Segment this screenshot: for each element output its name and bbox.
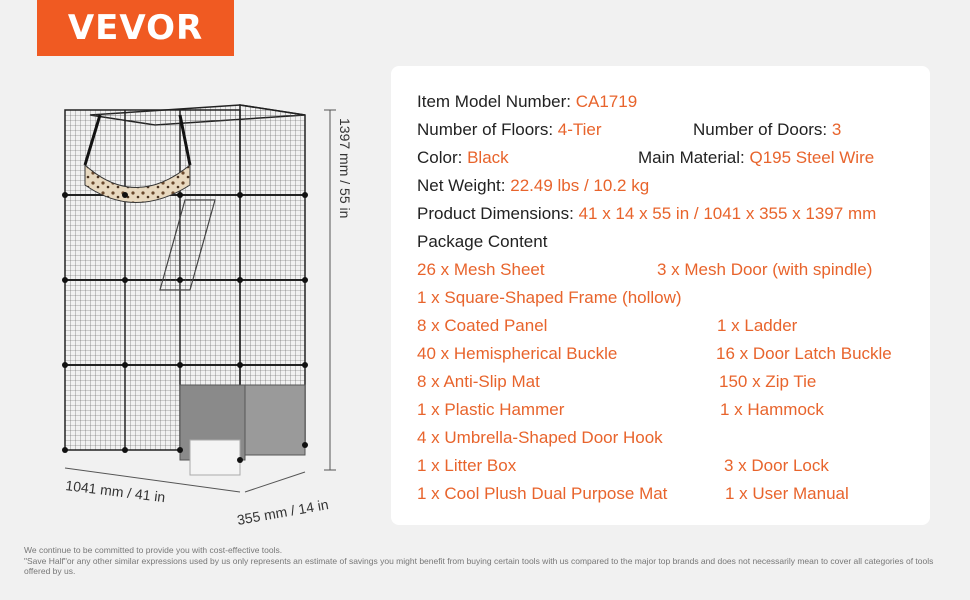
package-item: 1 x Square-Shaped Frame (hollow) (417, 288, 682, 307)
brand-logo-text: VEVOR (67, 8, 204, 48)
spec-weight: Net Weight: 22.49 lbs / 10.2 kg (417, 176, 650, 195)
depth-dimension-line (245, 472, 305, 492)
package-item: 150 x Zip Tie (719, 372, 817, 391)
disclaimer (24, 545, 954, 577)
package-item: 8 x Anti-Slip Mat (417, 372, 540, 391)
package-item: 1 x Litter Box (417, 456, 517, 475)
specs-card (391, 66, 930, 525)
package-heading: Package Content (417, 232, 548, 251)
package-item: 3 x Mesh Door (with spindle) (657, 260, 873, 279)
package-item: 26 x Mesh Sheet (417, 260, 545, 279)
spec-doors: Number of Doors: 3 (693, 120, 842, 139)
width-label: 1041 mm / 41 in (64, 477, 167, 506)
depth-label: 355 mm / 14 in (235, 496, 330, 528)
cage-drawing (40, 100, 360, 540)
package-item: 1 x Ladder (717, 316, 798, 335)
spec-dimensions: Product Dimensions: 41 x 14 x 55 in / 1041 x 355 x 1397 mm (417, 204, 877, 223)
package-item: 1 x Plastic Hammer (417, 400, 565, 419)
disclaimer-line-2: "Save Half"or any other similar expressions used by us only represents an estimate of savings you might benefit from buying certain tools with us compared to the major top brands and does not necessarily mean to cover all categories of tools offered by us. (24, 555, 934, 576)
package-item: 40 x Hemispherical Buckle (417, 344, 618, 363)
litter-box (190, 440, 240, 475)
package-item: 1 x Cool Plush Dual Purpose Mat (417, 484, 668, 503)
height-label: 1397 mm / 55 in (337, 118, 353, 219)
package-item: 16 x Door Latch Buckle (716, 344, 892, 363)
spec-material: Main Material: Q195 Steel Wire (638, 148, 875, 167)
disclaimer-line-1: We continue to be committed to provide you with cost-effective tools. (24, 545, 283, 555)
package-item: 4 x Umbrella-Shaped Door Hook (417, 428, 663, 447)
product-illustration (40, 100, 360, 540)
package-item: 3 x Door Lock (724, 456, 829, 475)
spec-floors: Number of Floors: 4-Tier (417, 120, 602, 139)
package-item: 1 x Hammock (720, 400, 824, 419)
brand-logo (37, 0, 234, 56)
spec-color: Color: Black (417, 148, 509, 167)
spec-model: Item Model Number: CA1719 (417, 92, 638, 111)
package-item: 1 x User Manual (725, 484, 849, 503)
package-item: 8 x Coated Panel (417, 316, 548, 335)
